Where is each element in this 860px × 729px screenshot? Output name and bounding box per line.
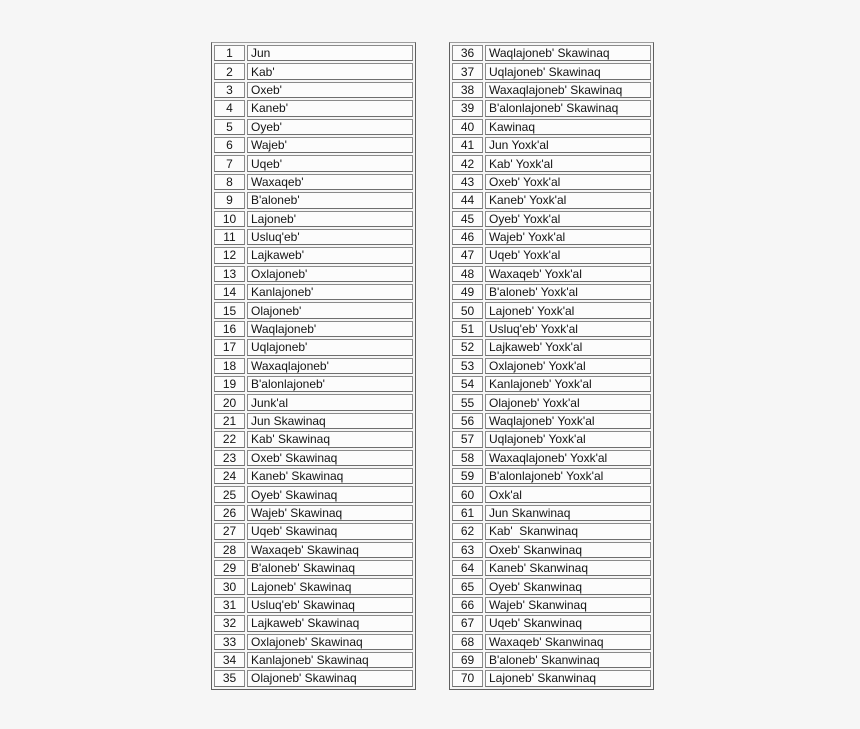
row-number-cell: 55	[452, 394, 483, 410]
row-label-cell: Olajoneb' Yoxk'al	[485, 394, 651, 410]
table-row	[214, 634, 413, 650]
table-row	[452, 542, 651, 558]
table-row	[214, 229, 413, 245]
row-number-cell: 47	[452, 247, 483, 263]
row-label-cell: Uqeb'	[247, 155, 413, 171]
numbers-table-1-35-body	[214, 45, 413, 687]
table-row	[452, 634, 651, 650]
row-number-cell: 9	[214, 192, 245, 208]
row-number-cell: 14	[214, 284, 245, 300]
row-number-cell: 12	[214, 247, 245, 263]
row-label-cell: Oxeb' Skawinaq	[247, 450, 413, 466]
row-label-cell: Wajeb' Skanwinaq	[485, 597, 651, 613]
row-label-cell: Lajkaweb' Skawinaq	[247, 615, 413, 631]
table-row	[214, 45, 413, 61]
row-label-cell: Kaneb' Skanwinaq	[485, 560, 651, 576]
row-number-cell: 44	[452, 192, 483, 208]
row-label-cell: Oxeb' Yoxk'al	[485, 174, 651, 190]
table-row	[214, 486, 413, 502]
row-number-cell: 15	[214, 302, 245, 318]
row-label-cell: B'alonlajoneb' Yoxk'al	[485, 468, 651, 484]
row-label-cell: Waxaqlajoneb'	[247, 358, 413, 374]
row-number-cell: 37	[452, 63, 483, 79]
row-number-cell: 50	[452, 302, 483, 318]
table-row	[452, 413, 651, 429]
row-label-cell: B'aloneb' Yoxk'al	[485, 284, 651, 300]
row-label-cell: Uqeb' Skawinaq	[247, 523, 413, 539]
row-label-cell: Kab' Skanwinaq	[485, 523, 651, 539]
row-number-cell: 6	[214, 137, 245, 153]
row-number-cell: 1	[214, 45, 245, 61]
table-row	[452, 358, 651, 374]
row-label-cell: Waxaqlajoneb' Yoxk'al	[485, 450, 651, 466]
row-label-cell: Wajeb'	[247, 137, 413, 153]
row-number-cell: 21	[214, 413, 245, 429]
row-label-cell: Oyeb'	[247, 119, 413, 135]
table-row	[214, 302, 413, 318]
row-label-cell: Usluq'eb' Skawinaq	[247, 597, 413, 613]
row-label-cell: Waxaqeb' Skanwinaq	[485, 634, 651, 650]
table-row	[214, 63, 413, 79]
row-label-cell: Uqeb' Skanwinaq	[485, 615, 651, 631]
row-number-cell: 19	[214, 376, 245, 392]
table-row	[214, 450, 413, 466]
table-row	[214, 394, 413, 410]
row-number-cell: 67	[452, 615, 483, 631]
row-label-cell: Oxeb'	[247, 82, 413, 98]
table-row	[214, 376, 413, 392]
table-row	[452, 247, 651, 263]
table-row	[214, 247, 413, 263]
row-label-cell: Kaneb' Skawinaq	[247, 468, 413, 484]
table-row	[452, 302, 651, 318]
row-number-cell: 42	[452, 155, 483, 171]
row-number-cell: 3	[214, 82, 245, 98]
table-row	[452, 394, 651, 410]
row-number-cell: 46	[452, 229, 483, 245]
table-row	[452, 229, 651, 245]
table-row	[214, 321, 413, 337]
row-number-cell: 26	[214, 505, 245, 521]
row-label-cell: Wajeb' Skawinaq	[247, 505, 413, 521]
row-number-cell: 43	[452, 174, 483, 190]
row-label-cell: Oyeb' Skawinaq	[247, 486, 413, 502]
table-row	[214, 560, 413, 576]
row-number-cell: 52	[452, 339, 483, 355]
table-row	[214, 615, 413, 631]
table-row	[214, 413, 413, 429]
table-row	[214, 339, 413, 355]
row-label-cell: Jun Yoxk'al	[485, 137, 651, 153]
table-row	[452, 450, 651, 466]
row-number-cell: 23	[214, 450, 245, 466]
row-label-cell: Lajkaweb' Yoxk'al	[485, 339, 651, 355]
row-number-cell: 38	[452, 82, 483, 98]
row-number-cell: 51	[452, 321, 483, 337]
row-number-cell: 48	[452, 266, 483, 282]
row-label-cell: Oxeb' Skanwinaq	[485, 542, 651, 558]
table-row	[452, 82, 651, 98]
row-number-cell: 25	[214, 486, 245, 502]
row-number-cell: 5	[214, 119, 245, 135]
row-number-cell: 61	[452, 505, 483, 521]
table-row	[452, 578, 651, 594]
row-number-cell: 58	[452, 450, 483, 466]
row-number-cell: 7	[214, 155, 245, 171]
row-label-cell: Kab' Skawinaq	[247, 431, 413, 447]
row-number-cell: 30	[214, 578, 245, 594]
row-number-cell: 20	[214, 394, 245, 410]
row-label-cell: Kab'	[247, 63, 413, 79]
table-row	[452, 155, 651, 171]
row-number-cell: 53	[452, 358, 483, 374]
table-row	[452, 63, 651, 79]
row-label-cell: Kawinaq	[485, 119, 651, 135]
row-number-cell: 2	[214, 63, 245, 79]
row-number-cell: 41	[452, 137, 483, 153]
table-row	[214, 174, 413, 190]
table-row	[452, 119, 651, 135]
table-row	[214, 137, 413, 153]
row-number-cell: 66	[452, 597, 483, 613]
row-label-cell: Uqlajoneb' Skawinaq	[485, 63, 651, 79]
row-label-cell: Usluq'eb'	[247, 229, 413, 245]
row-label-cell: Oxk'al	[485, 486, 651, 502]
table-row	[452, 468, 651, 484]
row-number-cell: 8	[214, 174, 245, 190]
table-row	[452, 339, 651, 355]
row-label-cell: Oxlajoneb'	[247, 266, 413, 282]
table-row	[214, 100, 413, 116]
row-label-cell: Waxaqeb' Skawinaq	[247, 542, 413, 558]
table-row	[214, 192, 413, 208]
numbers-table-1-35	[211, 42, 416, 690]
row-label-cell: Waxaqlajoneb' Skawinaq	[485, 82, 651, 98]
table-row	[214, 211, 413, 227]
row-number-cell: 34	[214, 652, 245, 668]
row-label-cell: Jun	[247, 45, 413, 61]
row-number-cell: 17	[214, 339, 245, 355]
row-number-cell: 57	[452, 431, 483, 447]
row-number-cell: 32	[214, 615, 245, 631]
row-label-cell: B'aloneb'	[247, 192, 413, 208]
numbers-table-36-70-body	[452, 45, 651, 687]
table-row	[452, 597, 651, 613]
row-number-cell: 11	[214, 229, 245, 245]
table-row	[214, 597, 413, 613]
row-label-cell: Lajoneb' Skanwinaq	[485, 670, 651, 686]
row-label-cell: Lajkaweb'	[247, 247, 413, 263]
table-row	[452, 192, 651, 208]
row-label-cell: Olajoneb' Skawinaq	[247, 670, 413, 686]
row-label-cell: B'aloneb' Skanwinaq	[485, 652, 651, 668]
row-number-cell: 28	[214, 542, 245, 558]
row-label-cell: Waxaqeb'	[247, 174, 413, 190]
row-number-cell: 16	[214, 321, 245, 337]
row-number-cell: 68	[452, 634, 483, 650]
row-label-cell: Waqlajoneb' Yoxk'al	[485, 413, 651, 429]
row-label-cell: Jun Skanwinaq	[485, 505, 651, 521]
row-number-cell: 10	[214, 211, 245, 227]
row-label-cell: B'alonlajoneb' Skawinaq	[485, 100, 651, 116]
row-number-cell: 24	[214, 468, 245, 484]
row-label-cell: B'alonlajoneb'	[247, 376, 413, 392]
row-label-cell: Kanlajoneb'	[247, 284, 413, 300]
table-row	[452, 523, 651, 539]
table-row	[214, 578, 413, 594]
row-number-cell: 59	[452, 468, 483, 484]
row-number-cell: 40	[452, 119, 483, 135]
row-label-cell: Kanlajoneb' Yoxk'al	[485, 376, 651, 392]
row-number-cell: 45	[452, 211, 483, 227]
row-label-cell: Kab' Yoxk'al	[485, 155, 651, 171]
row-number-cell: 35	[214, 670, 245, 686]
row-label-cell: Olajoneb'	[247, 302, 413, 318]
row-label-cell: Waqlajoneb'	[247, 321, 413, 337]
table-row	[452, 376, 651, 392]
row-label-cell: Lajoneb'	[247, 211, 413, 227]
row-label-cell: Uqeb' Yoxk'al	[485, 247, 651, 263]
row-number-cell: 70	[452, 670, 483, 686]
table-row	[452, 615, 651, 631]
row-number-cell: 39	[452, 100, 483, 116]
row-number-cell: 29	[214, 560, 245, 576]
table-row	[214, 523, 413, 539]
row-number-cell: 22	[214, 431, 245, 447]
table-row	[452, 652, 651, 668]
row-number-cell: 4	[214, 100, 245, 116]
table-row	[214, 119, 413, 135]
row-label-cell: Oyeb' Skanwinaq	[485, 578, 651, 594]
row-number-cell: 69	[452, 652, 483, 668]
row-label-cell: Lajoneb' Yoxk'al	[485, 302, 651, 318]
table-row	[452, 284, 651, 300]
row-label-cell: Usluq'eb' Yoxk'al	[485, 321, 651, 337]
row-label-cell: Wajeb' Yoxk'al	[485, 229, 651, 245]
table-row	[214, 266, 413, 282]
row-number-cell: 49	[452, 284, 483, 300]
table-row	[452, 670, 651, 686]
table-row	[214, 468, 413, 484]
row-label-cell: Jun Skawinaq	[247, 413, 413, 429]
row-label-cell: B'aloneb' Skawinaq	[247, 560, 413, 576]
row-number-cell: 27	[214, 523, 245, 539]
table-row	[214, 542, 413, 558]
table-row	[214, 284, 413, 300]
table-row	[452, 266, 651, 282]
table-row	[214, 652, 413, 668]
row-number-cell: 13	[214, 266, 245, 282]
row-label-cell: Oyeb' Yoxk'al	[485, 211, 651, 227]
table-row	[214, 155, 413, 171]
table-row	[452, 45, 651, 61]
table-row	[452, 560, 651, 576]
row-label-cell: Lajoneb' Skawinaq	[247, 578, 413, 594]
table-row	[452, 174, 651, 190]
table-row	[214, 358, 413, 374]
row-number-cell: 56	[452, 413, 483, 429]
row-label-cell: Waqlajoneb' Skawinaq	[485, 45, 651, 61]
row-label-cell: Waxaqeb' Yoxk'al	[485, 266, 651, 282]
table-row	[452, 137, 651, 153]
table-row	[452, 486, 651, 502]
row-label-cell: Oxlajoneb' Yoxk'al	[485, 358, 651, 374]
table-row	[452, 431, 651, 447]
table-row	[452, 100, 651, 116]
row-number-cell: 31	[214, 597, 245, 613]
row-label-cell: Junk'al	[247, 394, 413, 410]
row-label-cell: Oxlajoneb' Skawinaq	[247, 634, 413, 650]
table-row	[214, 431, 413, 447]
table-row	[452, 505, 651, 521]
table-row	[452, 211, 651, 227]
row-number-cell: 64	[452, 560, 483, 576]
table-row	[214, 505, 413, 521]
row-number-cell: 33	[214, 634, 245, 650]
table-row	[214, 670, 413, 686]
row-label-cell: Kanlajoneb' Skawinaq	[247, 652, 413, 668]
table-row	[452, 321, 651, 337]
row-label-cell: Uqlajoneb' Yoxk'al	[485, 431, 651, 447]
row-number-cell: 65	[452, 578, 483, 594]
numbers-table-36-70	[449, 42, 654, 690]
row-number-cell: 63	[452, 542, 483, 558]
row-label-cell: Kaneb' Yoxk'al	[485, 192, 651, 208]
row-label-cell: Kaneb'	[247, 100, 413, 116]
row-number-cell: 36	[452, 45, 483, 61]
row-number-cell: 18	[214, 358, 245, 374]
table-row	[214, 82, 413, 98]
row-number-cell: 62	[452, 523, 483, 539]
row-number-cell: 54	[452, 376, 483, 392]
row-number-cell: 60	[452, 486, 483, 502]
row-label-cell: Uqlajoneb'	[247, 339, 413, 355]
